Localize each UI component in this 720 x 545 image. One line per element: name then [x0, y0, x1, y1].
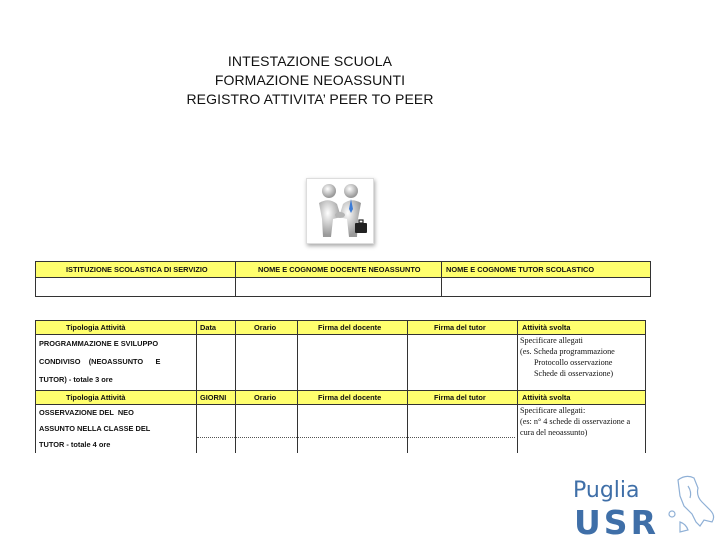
tutor-signature-cell — [408, 335, 518, 391]
tutor-signature-header: Firma del tutor — [408, 321, 518, 335]
dotted-line — [197, 437, 515, 438]
teacher-name-cell — [236, 278, 442, 297]
tutor-signature-header: Firma del tutor — [408, 391, 518, 405]
school-cell — [36, 278, 236, 297]
time-header: Orario — [236, 391, 298, 405]
info-table — [35, 261, 651, 297]
school-header: ISTITUZIONE SCOLASTICA DI SERVIZIO — [36, 262, 236, 278]
activity-cell: PROGRAMMAZIONE E SVILUPPO CONDIVISO (NEOASSUNTO E TUTOR) - totale 3 ore — [36, 335, 197, 391]
teacher-signature-cell — [298, 405, 408, 454]
activity-header-row-2 — [36, 391, 646, 405]
tutor-name-cell — [442, 278, 651, 297]
teacher-signature-cell — [298, 335, 408, 391]
table-row — [36, 405, 646, 454]
teacher-signature-header: Firma del docente — [298, 321, 408, 335]
activity-header-row — [36, 321, 646, 335]
usr-puglia-logo — [568, 470, 718, 540]
date-header: Data — [197, 321, 236, 335]
teacher-signature-header: Firma del docente — [298, 391, 408, 405]
italy-map-icon — [669, 476, 714, 532]
teacher-name-header: NOME E COGNOME DOCENTE NEOASSUNTO — [236, 262, 442, 278]
header-register: REGISTRO ATTIVITA’ PEER TO PEER — [186, 91, 434, 107]
time-cell — [236, 335, 298, 391]
attachments-note: Specificare allegati (es. Scheda programmazione Protocollo osservazione Schede di osservazione) — [518, 335, 646, 391]
activity-done-header: Attività svolta — [518, 391, 646, 405]
days-cell — [197, 405, 236, 454]
activity-done-header: Attività svolta — [518, 321, 646, 335]
header-training: FORMAZIONE NEOASSUNTI — [214, 72, 406, 88]
attachments-note: Specificare allegati: (es: n° 4 schede di osservazione a cura del neoassunto) — [518, 405, 646, 454]
header-school: INTESTAZIONE SCUOLA — [227, 53, 393, 69]
activity-type-header: Tipologia Attività — [36, 391, 197, 405]
activity-table — [35, 320, 646, 453]
svg-text:Puglia: Puglia — [573, 478, 640, 503]
activity-cell: OSSERVAZIONE DEL NEO ASSUNTO NELLA CLASSE DEL TUTOR - totale 4 ore — [36, 405, 197, 454]
tutor-name-header: NOME E COGNOME TUTOR SCOLASTICO — [442, 262, 651, 278]
activity-type-header: Tipologia Attività — [36, 321, 197, 335]
time-cell — [236, 405, 298, 454]
table-row — [36, 335, 646, 391]
time-header: Orario — [236, 321, 298, 335]
svg-text:USR: USR — [574, 503, 659, 540]
date-cell — [197, 335, 236, 391]
document-header — [110, 52, 510, 109]
handshake-icon — [306, 178, 374, 244]
days-header: GIORNI — [197, 391, 236, 405]
tutor-signature-cell — [408, 405, 518, 454]
